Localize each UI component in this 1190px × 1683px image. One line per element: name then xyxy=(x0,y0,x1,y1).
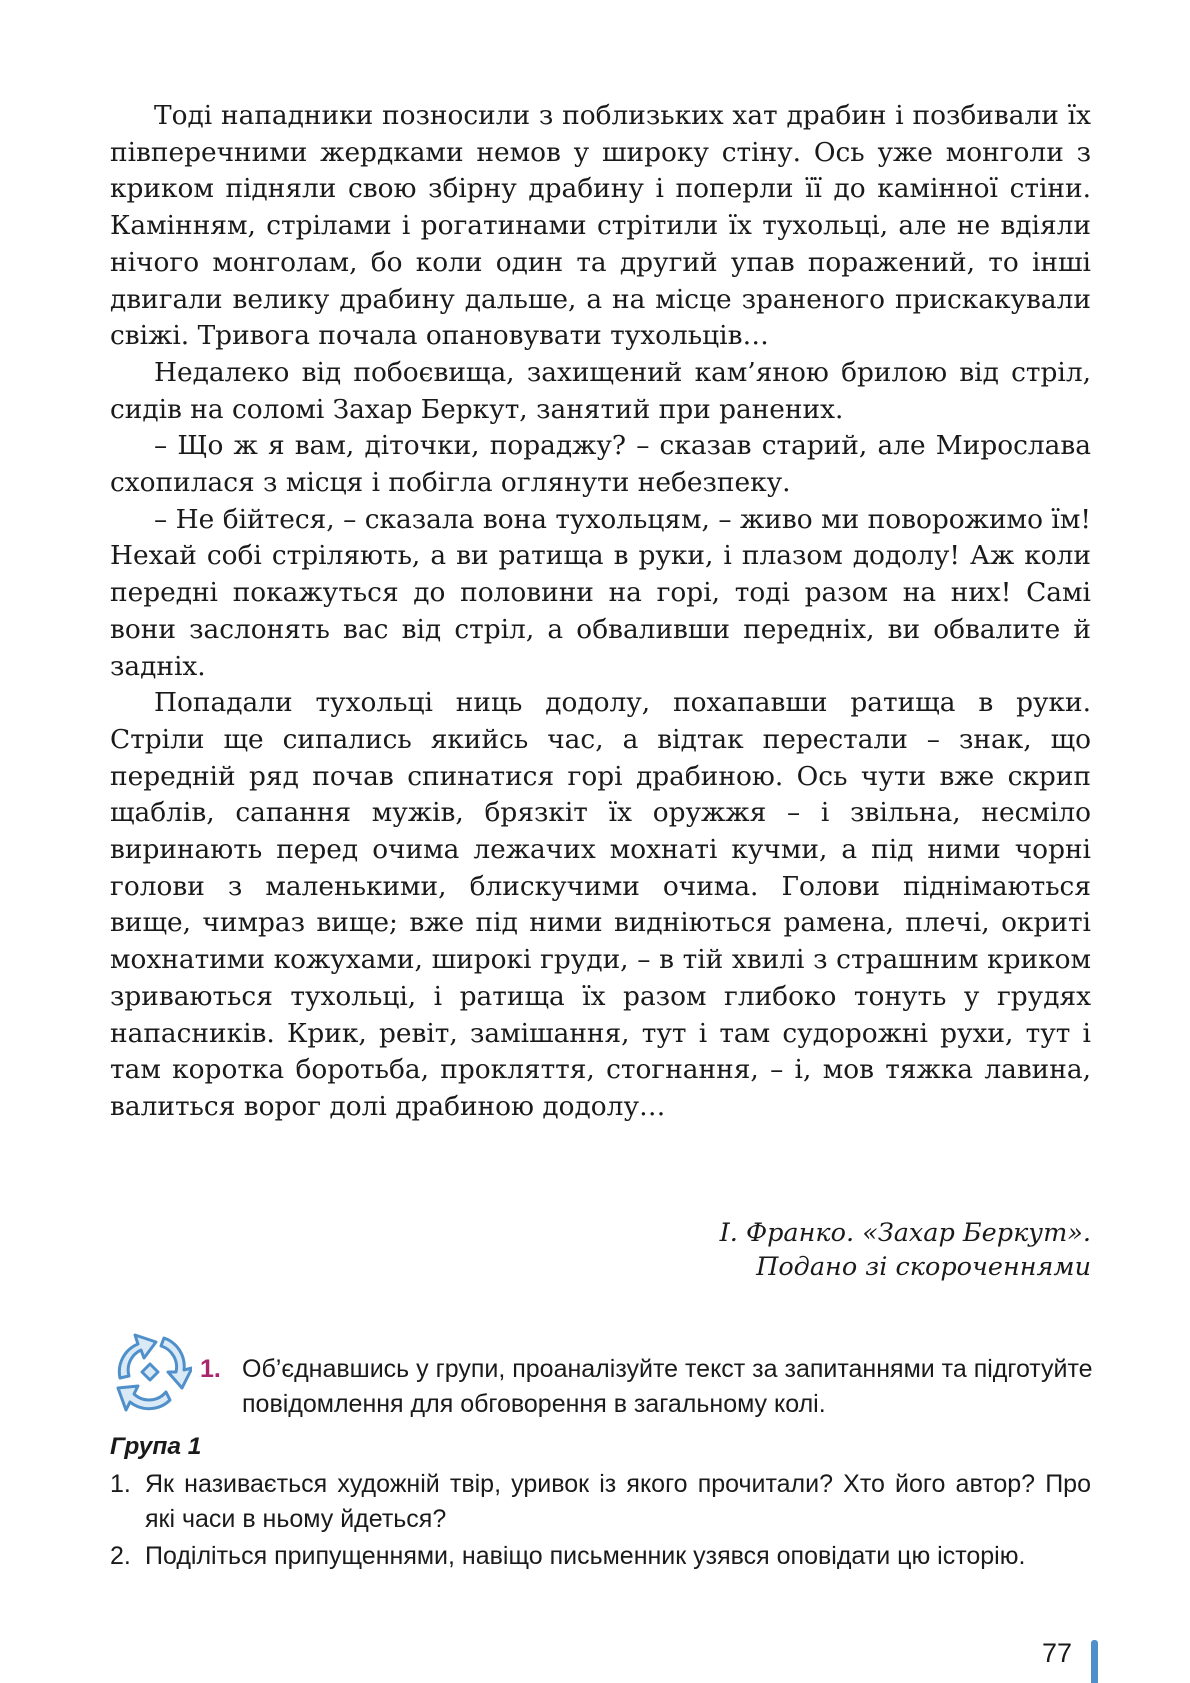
excerpt-paragraph: Тоді нападники позносили з поблизьких хат драбин і позбивали їх півперечними жердками немов у широку стіну. Ось уже монголи з криком підняли свою збірну драбину і поперли її до камінної стіни. Камінням, стрілами і рогатинами стрітили їх тухольці, але не вдіяли нічого монголам, бо коли один та другий упав поражений, то інші двигали велику драбину дальше, а на місце зраненого прискакували свіжі. Тривога почала опановувати тухольців… xyxy=(110,100,1091,352)
excerpt-paragraph: Попадали тухольці ниць додолу, похапавши ратища в руки. Стріли ще сипались якийсь час, а відтак перестали – знак, що передній ряд почав спинатися горі драбиною. Ось чути вже скрип щаблів, сапання мужів, брязкіт їх оружжя – і звільна, несміло виринають перед очима лежачих мохнаті кучми, а під ними чорні голови з маленькими, блискучими очима. Голови піднімаються вище, чимраз вище; вже під ними видніються рамена, плечі, окриті мохнатими кожухами, широкі груди, – в тій хвилі з страшним криком зриваються тухольці, і ратища їх разом глибоко тонуть у грудях напасників. Крик, ревіт, замішання, тут і там судорожні рухи, тут і там коротка боротьба, прокляття, стогнання, – і, мов тяжка лавина, валиться ворог долі драбиною додолу… xyxy=(110,687,1091,1122)
question-number: 2. xyxy=(110,1542,131,1570)
question-list xyxy=(110,1467,1091,1576)
excerpt-paragraph: Недалеко від побоєвища, захищений кам’яною брилою від стріл, сидів на соломі Захар Беркут, занятий при ранених. xyxy=(110,356,1091,425)
page-number: 77 xyxy=(1041,1638,1072,1668)
page-edge-bar xyxy=(1091,1640,1098,1683)
excerpt-paragraph: – Що ж я вам, діточки, пораджу? – сказав старий, але Мирослава схопилася з місця і побігла оглянути небезпеку. xyxy=(110,430,1091,499)
source-author-title: І. Франко. «Захар Беркут». xyxy=(719,1218,1091,1248)
question-number: 1. xyxy=(110,1470,131,1498)
question-item xyxy=(110,1539,1091,1574)
question-text: Як називається художній твір, уривок із якого прочитали? Хто його автор? Про які часи в ньому йдеться? xyxy=(145,1470,1091,1533)
source-note: Подано зі скороченнями xyxy=(756,1252,1091,1282)
task-instruction: Об’єднавшись у групи, проаналізуйте текст за запитаннями та підготуйте повідомлення для обговорення в загальному колі. xyxy=(242,1355,1093,1418)
group-title: Група 1 xyxy=(110,1433,202,1460)
literary-excerpt xyxy=(110,98,1091,1126)
question-text: Поділіться припущеннями, навіщо письменник узявся оповідати цю історію. xyxy=(145,1542,1026,1570)
question-item xyxy=(110,1467,1091,1537)
excerpt-paragraph: – Не бійтеся, – сказала вона тухольцям, – живо ми поворожимо їм! Нехай собі стріляють, а ви ратища в руки, і плазом додолу! Аж коли передні покажуться до половини на горі, тоді разом на них! Самі вони заслонять вас від стріл, а обваливши передніх, ви обвалите й задніх. xyxy=(110,503,1091,682)
group-work-arrows-icon xyxy=(108,1328,192,1412)
task-1 xyxy=(200,1352,1100,1422)
task-number: 1. xyxy=(200,1355,221,1383)
excerpt-source xyxy=(560,1216,1091,1284)
